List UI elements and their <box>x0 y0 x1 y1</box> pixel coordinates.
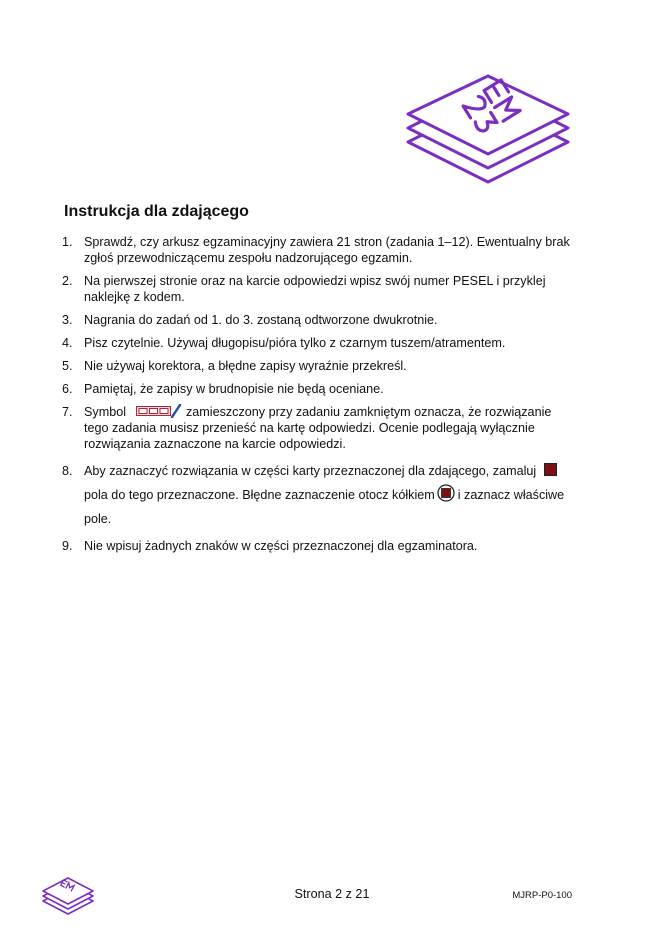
item-text: Sprawdź, czy arkusz egzaminacyjny zawiera 21 stron (zadania 1–12). Ewentualny brak zgłoś przewodniczącemu zespołu nadzorującego egzamin. <box>84 235 570 265</box>
item-number: 4. <box>62 336 73 350</box>
instruction-list <box>62 234 572 561</box>
list-item <box>62 459 572 531</box>
page-title: Instrukcja dla zdającego <box>64 203 249 220</box>
list-item <box>62 273 572 305</box>
item-text <box>84 459 572 531</box>
item-text: Pisz czytelnie. Używaj długopisu/pióra tylko z czarnym tuszem/atramentem. <box>84 336 506 350</box>
filled-square-icon <box>544 463 557 476</box>
list-item <box>62 404 572 452</box>
list-item <box>62 538 572 554</box>
circled-square-icon <box>437 484 455 502</box>
item-text: Na pierwszej stronie oraz na karcie odpowiedzi wpisz swój numer PESEL i przyklej naklejkę z kodem. <box>84 274 546 304</box>
item-text-part: zamieszczony przy zadaniu zamkniętym oznacza, że rozwiązanie tego zadania musisz przenieść na kartę odpowiedzi. Ocenie podlegają wyłącznie rozwiązania zaznaczone na karcie odpowiedzi. <box>84 405 552 451</box>
item-text: Nie używaj korektora, a błędne zapisy wyraźnie przekreśl. <box>84 359 407 373</box>
page-number: Strona 2 z 21 <box>294 887 370 901</box>
em23-logo-icon <box>400 74 570 192</box>
item-text <box>84 404 572 452</box>
list-item <box>62 335 572 351</box>
item-number: 7. <box>62 405 73 419</box>
item-text-part: Aby zaznaczyć rozwiązania w części karty przeznaczonej dla zdającego, zamaluj <box>84 464 537 478</box>
item-text-part: i zaznacz właściwe pole. <box>84 488 565 526</box>
item-number: 6. <box>62 382 73 396</box>
document-code: MJRP-P0-100 <box>512 890 572 901</box>
item-text-part: pola do tego przeznaczone. Błędne zaznaczenie otocz kółkiem <box>84 488 435 502</box>
list-item <box>62 358 572 374</box>
item-text: Nie wpisuj żadnych znaków w części przeznaczonej dla egzaminatora. <box>84 539 478 553</box>
item-text: Nagrania do zadań od 1. do 3. zostaną odtworzone dwukrotnie. <box>84 313 438 327</box>
item-number: 5. <box>62 359 73 373</box>
item-number: 2. <box>62 274 73 288</box>
list-item <box>62 234 572 266</box>
item-text-part: Symbol <box>84 405 126 419</box>
list-item <box>62 312 572 328</box>
item-number: 8. <box>62 464 73 478</box>
item-number: 3. <box>62 313 73 327</box>
item-text: Pamiętaj, że zapisy w brudnopisie nie będą oceniane. <box>84 382 384 396</box>
list-item <box>62 381 572 397</box>
answer-transfer-symbol-icon <box>136 404 182 418</box>
item-number: 1. <box>62 235 73 249</box>
item-number: 9. <box>62 539 73 553</box>
